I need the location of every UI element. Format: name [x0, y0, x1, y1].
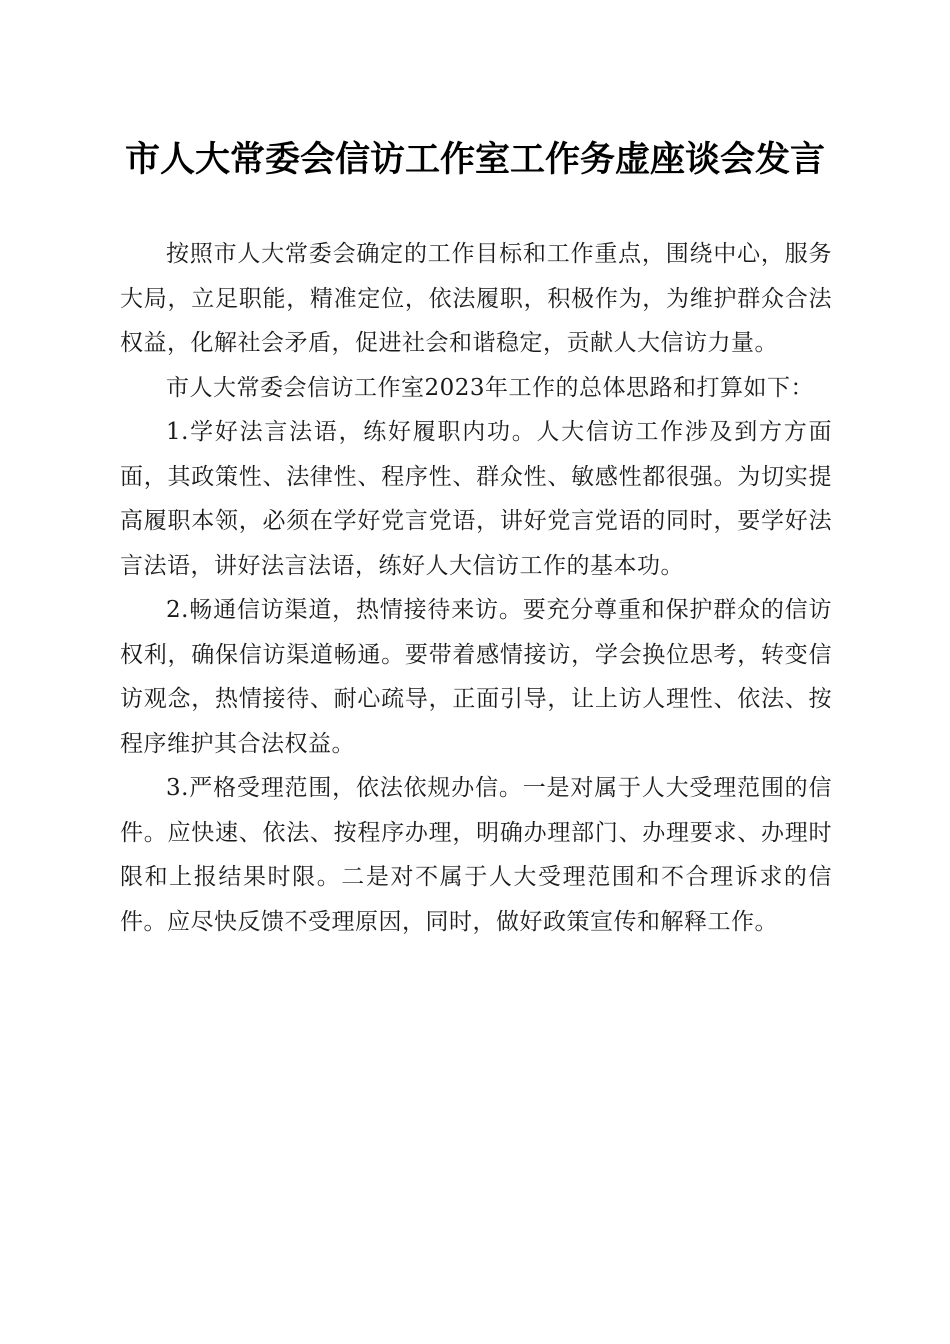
- paragraph-item-1: 1.学好法言法语，练好履职内功。人大信访工作涉及到方方面面，其政策性、法律性、程序性、群众性、敏感性都很强。为切实提高履职本领，必须在学好党言党语，讲好党言党语的同时，要学好法言法语，讲好法言法语，练好人大信访工作的基本功。: [120, 419, 832, 579]
- paragraph-item-2: 2.畅通信访渠道，热情接待来访。要充分尊重和保护群众的信访权利，确保信访渠道畅通。要带着感情接访，学会换位思考，转变信访观念，热情接待、耐心疏导，正面引导，让上访人理性、依法、按程序维护其合法权益。: [120, 597, 832, 757]
- document-body: [120, 232, 832, 944]
- paragraph-overview: 市人大常委会信访工作室2023年工作的总体思路和打算如下：: [166, 374, 815, 401]
- paragraph-item-3: 3.严格受理范围，依法依规办信。一是对属于人大受理范围的信件。应快速、依法、按程序办理，明确办理部门、办理要求、办理时限和上报结果时限。二是对不属于人大受理范围和不合理诉求的信件。应尽快反馈不受理原因，同时，做好政策宣传和解释工作。: [120, 775, 832, 935]
- document-title: 市人大常委会信访工作室工作务虚座谈会发言: [124, 139, 825, 180]
- paragraph-intro: 按照市人大常委会确定的工作目标和工作重点，围绕中心，服务大局，立足职能，精准定位，依法履职，积极作为，为维护群众合法权益，化解社会矛盾，促进社会和谐稳定，贡献人大信访力量。: [120, 241, 832, 356]
